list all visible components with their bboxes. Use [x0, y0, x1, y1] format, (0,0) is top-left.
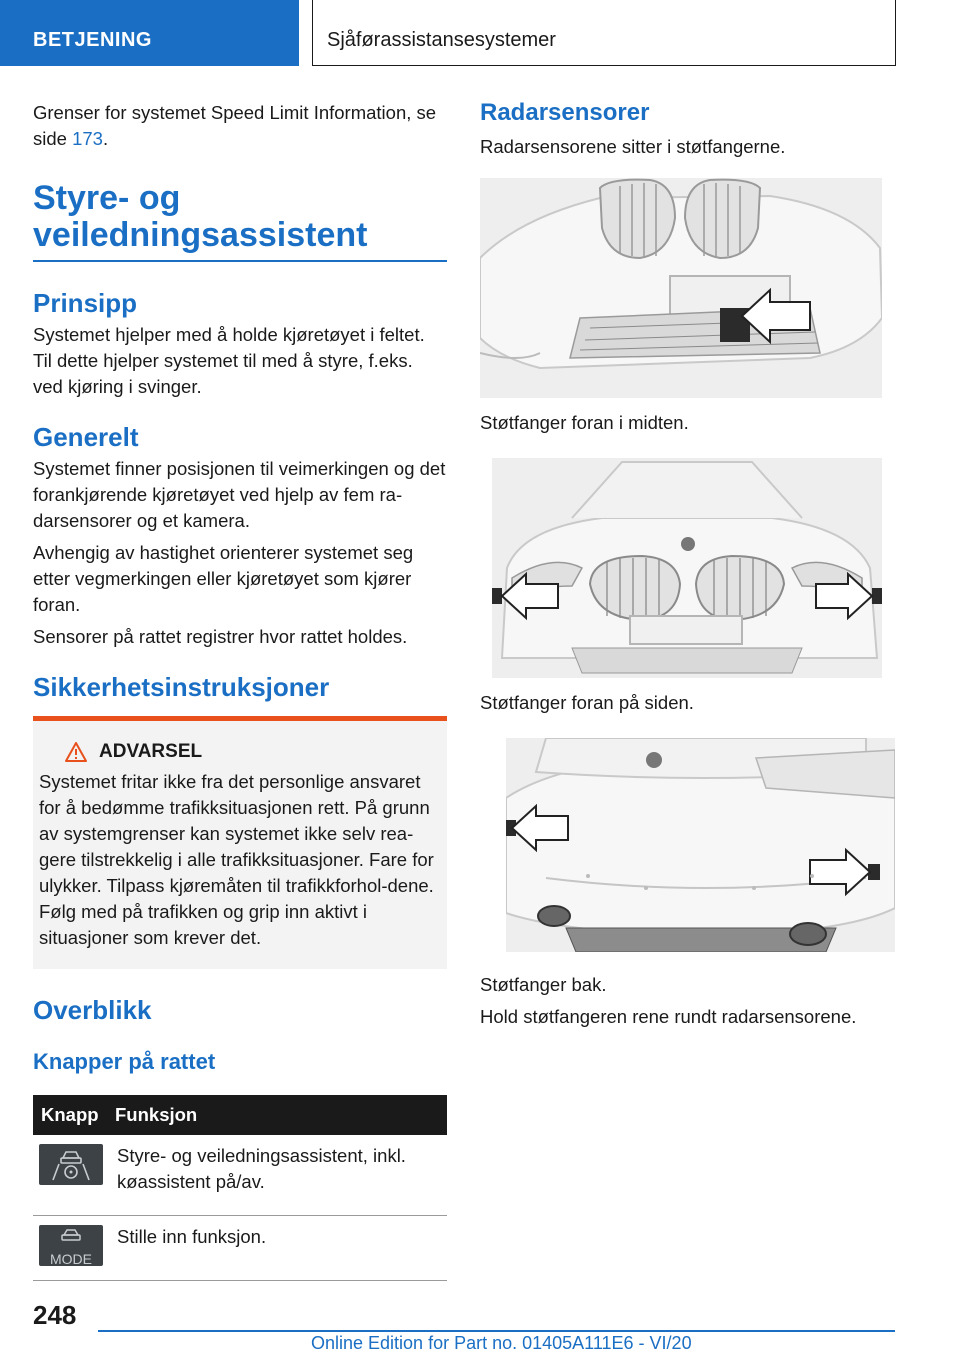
section-tab: BETJENING — [0, 0, 299, 66]
left-column — [33, 100, 447, 1281]
warning-label: ADVARSEL — [99, 741, 203, 762]
radar-text: Radarsensorene sitter i støtfangerne. — [480, 136, 786, 157]
function-text: Styre- og veiledningsassistent, inkl. køassistent på/av. — [115, 1135, 447, 1216]
main-title: Styre- og veiledningsassistent — [33, 180, 447, 262]
footer-divider — [98, 1330, 895, 1332]
safety-heading: Sikkerhetsinstruksjoner — [33, 672, 330, 702]
cleaning-text: Hold støtfangeren rene rundt radarsensorene. — [480, 1006, 857, 1027]
lane-assist-icon — [39, 1144, 103, 1185]
intro-paragraph: Grenser for systemet Speed Limit Information, se side 173. — [33, 102, 437, 149]
buttons-table — [33, 1095, 447, 1281]
caption-front-side: Støtfanger foran på siden. — [480, 692, 694, 713]
table-row — [33, 1135, 447, 1216]
front-side-bumper-image — [492, 458, 882, 678]
warning-text: Systemet fritar ikke fra det personlige ansvaret for å bedømme trafikksituasjonen rett. På grunn av systemgrenser kan systemet ikke selv rea-gere tilstrekkelig i alle trafikksituasjoner. Fare for ulykker. Tilpass kjøremåten til trafikkforhol-dene. Følg med på trafikken og grip inn aktivt i situasjoner som krever det. — [39, 771, 434, 948]
general-text-3: Sensorer på rattet registrer hvor rattet holdes. — [33, 626, 408, 647]
principle-heading: Prinsipp — [33, 288, 138, 318]
mode-button-icon — [39, 1225, 103, 1266]
page-link[interactable]: 173 — [72, 128, 103, 149]
table-header-row — [33, 1095, 447, 1135]
general-text-2: Avhengig av hastighet orienterer systemet seg etter vegmerkingen eller kjøretøyet som kjører foran. — [33, 542, 414, 615]
column-header-button: Knapp — [33, 1095, 115, 1135]
general-text-1: Systemet finner posisjonen til veimerkingen og det forankjørende kjøretøyet ved hjelp av fem ra-darsensorer og et kamera. — [33, 458, 446, 531]
warning-triangle-icon — [65, 742, 87, 762]
overview-heading: Overblikk — [33, 995, 152, 1025]
caption-rear: Støtfanger bak. — [480, 974, 607, 995]
page-header — [0, 0, 960, 66]
function-text: Stille inn funksjon. — [115, 1216, 447, 1281]
mode-label: MODE — [50, 1251, 92, 1267]
warning-box — [33, 716, 447, 969]
chapter-title: Sjåførassistansesystemer — [312, 0, 896, 66]
caption-front-center: Støtfanger foran i midten. — [480, 412, 689, 433]
principle-text: Systemet hjelper med å holde kjøretøyet i feltet. Til dette hjelper systemet til med å styre, f.eks. ved kjøring i svinger. — [33, 324, 425, 397]
table-row — [33, 1216, 447, 1281]
right-column — [480, 100, 895, 1030]
rear-bumper-image — [506, 738, 895, 952]
buttons-heading: Knapper på rattet — [33, 1049, 216, 1074]
general-heading: Generelt — [33, 422, 139, 452]
edition-info: Online Edition for Part no. 01405A111E6 - VI/20 — [311, 1333, 692, 1353]
column-header-function: Funksjon — [115, 1095, 447, 1135]
page-number: 248 — [33, 1300, 77, 1330]
front-center-bumper-image — [480, 178, 882, 398]
warning-header — [39, 741, 439, 763]
radar-heading: Radarsensorer — [480, 99, 650, 126]
